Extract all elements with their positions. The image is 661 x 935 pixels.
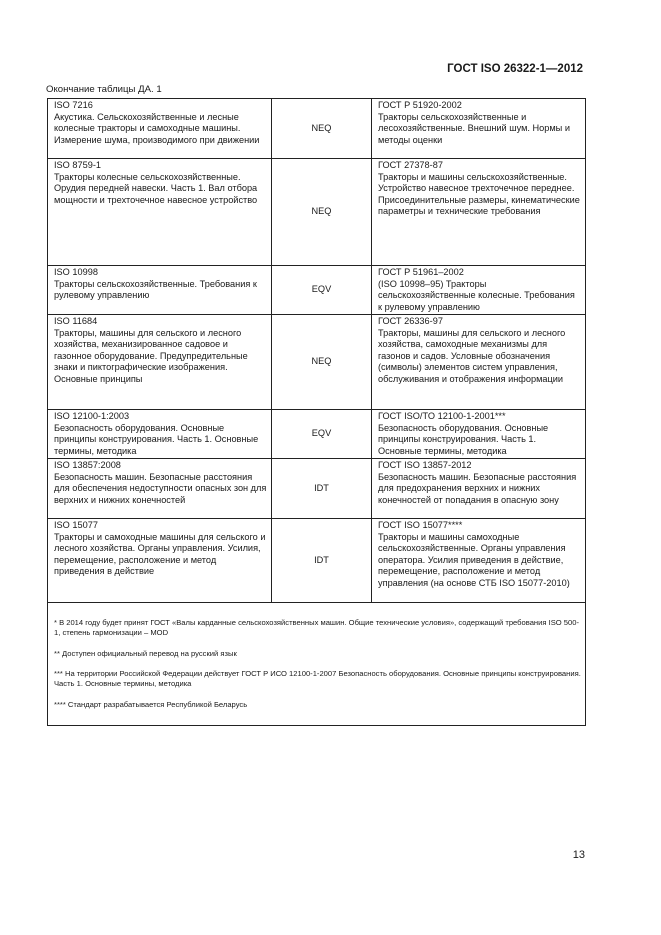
national-standard-cell: ГОСТ ISO 15077**** Тракторы и машины самоходные сельскохозяйственные. Органы управления оператора. Усилия приведения в действие, перемещение, расположение и метод управления (на основе СТБ ISO 15077-2010)	[372, 519, 586, 603]
international-standard-cell: ISO 7216 Акустика. Сельскохозяйственные и лесные колесные тракторы и самоходные машины. Измерение шума, производимого при движении	[48, 99, 272, 159]
table-row	[48, 99, 586, 159]
footnote: * В 2014 году будет принят ГОСТ «Валы карданные сельскохозяйственных машин. Общие технические условия», содержащий требования ISO 500-1, степень гармонизации – MOD	[54, 618, 579, 638]
harmonization-degree-cell: EQV	[272, 410, 372, 459]
harmonization-degree-cell: NEQ	[272, 99, 372, 159]
international-standard-cell: ISO 11684 Тракторы, машины для сельского и лесного хозяйства, механизированное садовое и газонное оборудование. Предупредительные знаки и пиктографические изображения. Основные принципы	[48, 315, 272, 410]
standards-correspondence-table	[47, 98, 586, 726]
footnotes-row	[48, 603, 586, 726]
footnotes-cell	[48, 603, 586, 726]
footnote: **** Стандарт разрабатывается Республикой Беларусь	[54, 699, 248, 709]
national-standard-cell: ГОСТ 27378-87 Тракторы и машины сельскохозяйственные. Устройство навесное трехточечное переднее. Присоединительные размеры, кинематические параметры и технические требования	[372, 159, 586, 266]
table-row	[48, 266, 586, 315]
national-standard-cell: ГОСТ ISO/TO 12100-1-2001*** Безопасность оборудования. Основные принципы конструирования. Часть 1. Основные термины, методика	[372, 410, 586, 459]
table-caption: Окончание таблицы ДА. 1	[46, 84, 162, 95]
national-standard-cell: ГОСТ Р 51961–2002 (ISO 10998–95) Тракторы сельскохозяйственные колесные. Требования к рулевому управлению	[372, 266, 586, 315]
international-standard-cell: ISO 15077 Тракторы и самоходные машины для сельского и лесного хозяйства. Органы управления. Усилия, перемещение, расположение и метод приведения в действие	[48, 519, 272, 603]
national-standard-cell: ГОСТ Р 51920-2002 Тракторы сельскохозяйственные и лесохозяйственные. Внешний шум. Нормы и методы оценки	[372, 99, 586, 159]
harmonization-degree-cell: IDT	[272, 519, 372, 603]
footnote: ** Доступен официальный перевод на русский язык	[54, 648, 237, 658]
international-standard-cell: ISO 12100-1:2003 Безопасность оборудования. Основные принципы конструирования. Часть 1. Основные термины, методика	[48, 410, 272, 459]
page-number: 13	[572, 849, 585, 861]
footnote: *** На территории Российской Федерации действует ГОСТ Р ИСО 12100-1-2007 Безопасность оборудования. Основные принципы конструирования. Часть 1. Основные термины, методика	[54, 669, 581, 689]
international-standard-cell: ISO 13857:2008 Безопасность машин. Безопасные расстояния для обеспечения недоступности опасных зон для верхних и нижних конечностей	[48, 459, 272, 519]
document-code: ГОСТ ISO 26322-1—2012	[447, 63, 583, 75]
harmonization-degree-cell: NEQ	[272, 315, 372, 410]
harmonization-degree-cell: IDT	[272, 459, 372, 519]
national-standard-cell: ГОСТ 26336-97 Тракторы, машины для сельского и лесного хозяйства, самоходные механизмы для газонов и садов. Условные обозначения (символы) элементов систем управления, обслуживания и отображения информации	[372, 315, 586, 410]
international-standard-cell: ISO 10998 Тракторы сельскохозяйственные. Требования к рулевому управлению	[48, 266, 272, 315]
international-standard-cell: ISO 8759-1 Тракторы колесные сельскохозяйственные. Орудия передней навески. Часть 1. Вал отбора мощности и трехточечное навесное устройство	[48, 159, 272, 266]
harmonization-degree-cell: NEQ	[272, 159, 372, 266]
table-row	[48, 315, 586, 410]
national-standard-cell: ГОСТ ISO 13857-2012 Безопасность машин. Безопасные расстояния для предохранения верхних и нижних конечностей от попадания в опасную зону	[372, 459, 586, 519]
table-row	[48, 410, 586, 459]
table-row	[48, 519, 586, 603]
table-row	[48, 159, 586, 266]
harmonization-degree-cell: EQV	[272, 266, 372, 315]
table-row	[48, 459, 586, 519]
